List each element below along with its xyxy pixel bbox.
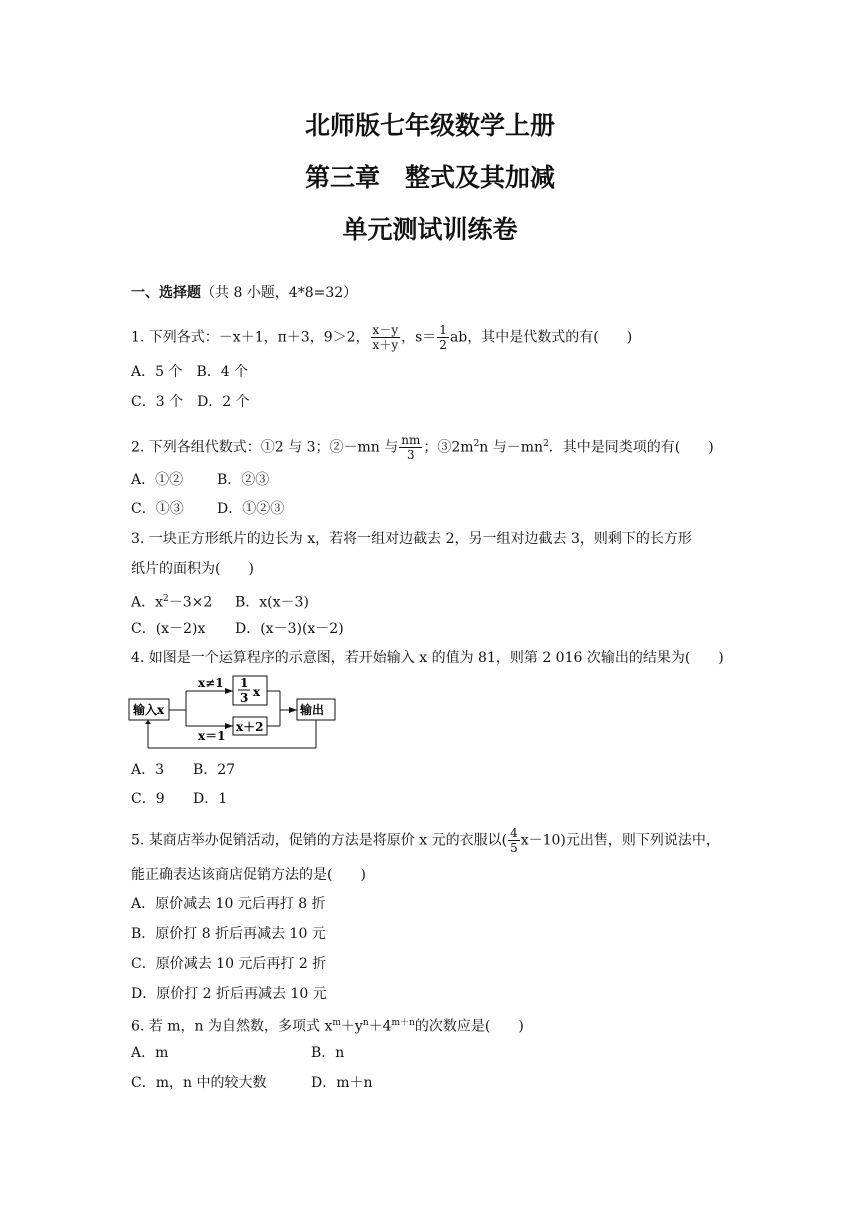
q3-line-1: 3. 一块正方形纸片的边长为 x，若将一组对边截去 2，另一组对边截去 3，则剩下的长方形 <box>131 531 692 547</box>
q4-option-a: A．3 <box>131 762 165 778</box>
q3-opt-a-sup: 2 <box>163 594 169 604</box>
test-title: 单元测试训练卷 <box>342 215 518 244</box>
q5-stem <box>131 826 720 855</box>
q2-option-d: D．①②③ <box>217 501 285 517</box>
q5-option-c: C．原价减去 10 元后再打 2 折 <box>131 956 327 972</box>
q2-options-cd <box>131 499 284 519</box>
q3-option-b: B．x(x－3) <box>235 594 309 611</box>
q1-mid: ，s＝ <box>401 329 437 346</box>
q6-pre: 6. 若 m，n 为自然数，多项式 x <box>131 1018 333 1035</box>
section-note: （共 8 小题，4*8=32） <box>201 285 358 301</box>
q3-options-cd <box>131 619 344 639</box>
q1-f1-num: x－y <box>372 323 399 337</box>
doc-title: 北师版七年级数学上册 <box>304 111 555 140</box>
q1-f2-den: 2 <box>439 338 447 352</box>
q2-post-c: ．其中是同类项的有( ) <box>548 439 714 456</box>
q4-options-cd <box>131 789 227 809</box>
q5-pre: 5. 某商店举办促销活动，促销的方法是将原价 x 元的衣服以( <box>131 832 508 849</box>
q1-post: ab，其中是代数式的有( ) <box>449 329 633 346</box>
q2-stem <box>131 433 714 462</box>
section-heading <box>131 283 357 303</box>
q1-options-cd <box>131 392 250 412</box>
flow-op-bottom: x＋2 <box>236 720 264 734</box>
q2-sup-1: 2 <box>473 438 480 449</box>
q2-post-b: n 与－mn <box>479 439 544 456</box>
q2-post-a: ；③2m <box>423 439 474 456</box>
flow-cond-bottom: x＝1 <box>198 729 226 743</box>
q5-option-b: B．原价打 8 折后再减去 10 元 <box>131 926 326 942</box>
q1-options-ab <box>131 362 248 382</box>
q2-option-a: A．①② <box>131 472 184 488</box>
q5-fraction <box>508 826 520 855</box>
q3-option-c: C．(x－2)x <box>131 621 206 637</box>
q1-option-a: A．5 个 <box>131 364 183 380</box>
flow-output-label: 输出 <box>300 703 325 717</box>
q4-option-d: D．1 <box>193 791 228 807</box>
q2-option-c: C．①③ <box>131 501 184 517</box>
q1-option-b: B．4 个 <box>196 364 249 380</box>
q1-f1-den: x＋y <box>372 338 399 352</box>
q1-fraction-2 <box>437 323 449 352</box>
q1-option-c: C．3 个 <box>131 394 184 410</box>
q5-line-2: 能正确表达该商店促销方法的是( ) <box>131 867 366 883</box>
chapter-title: 第三章 整式及其加减 <box>304 163 555 192</box>
q3-line-2: 纸片的面积为( ) <box>131 561 254 577</box>
q5-f-den: 5 <box>510 841 518 855</box>
q5-post: x－10)元出售，则下列说法中， <box>520 832 720 849</box>
q5-option-a: A．原价减去 10 元后再打 8 折 <box>131 896 326 912</box>
flow-op-top-den: 3 <box>240 691 249 705</box>
q3-option-d: D．(x－3)(x－2) <box>235 621 344 637</box>
q1-stem <box>131 323 632 352</box>
q4-options-ab <box>131 760 235 780</box>
q6-stem <box>131 1013 524 1037</box>
q1-fraction-1 <box>371 323 401 352</box>
q6-option-a: A．m <box>131 1045 169 1061</box>
q6-sup-1: m <box>332 1018 341 1028</box>
flow-op-top-var: x <box>253 685 261 699</box>
flow-op-top-num: 1 <box>240 676 249 690</box>
q6-options-cd <box>131 1073 373 1093</box>
flow-input-label: 输入x <box>133 703 165 717</box>
q3-option-a <box>131 589 235 613</box>
q3-opt-a-post: －3×2 <box>168 594 213 611</box>
q1-f2-num: 1 <box>439 323 447 337</box>
q2-option-b: B．②③ <box>217 472 270 488</box>
q2-f-num: nm <box>401 433 421 447</box>
q6-sup-2: n <box>362 1018 369 1028</box>
q6-sup-3: m＋n <box>391 1018 415 1028</box>
q6-mid-2: ＋4 <box>368 1018 392 1035</box>
q6-options-ab <box>131 1043 344 1063</box>
q2-options-ab <box>131 470 269 490</box>
q6-option-b: B．n <box>311 1045 345 1061</box>
q6-option-c: C．m，n 中的较大数 <box>131 1075 267 1091</box>
q4-option-c: C．9 <box>131 791 165 807</box>
q6-mid-1: ＋y <box>340 1018 363 1035</box>
q2-f-den: 3 <box>407 448 415 462</box>
q2-pre: 2. 下列各组代数式：①2 与 3；②－mn 与 <box>131 439 399 456</box>
section-head: 一、选择题 <box>131 285 201 301</box>
q1-option-d: D．2 个 <box>197 394 250 410</box>
flow-cond-top: x≠1 <box>198 676 224 690</box>
q2-sup-2: 2 <box>543 438 549 449</box>
q6-option-d: D．m＋n <box>311 1075 373 1091</box>
q6-post: 的次数应是( ) <box>414 1018 524 1035</box>
q5-f-num: 4 <box>510 826 518 840</box>
q4-stem: 4. 如图是一个运算程序的示意图，若开始输入 x 的值为 81，则第 2 016 次输出的结果为( ) <box>131 650 724 666</box>
q4-option-b: B．27 <box>193 762 236 778</box>
q2-fraction <box>399 433 422 462</box>
q5-option-d: D．原价打 2 折后再减去 10 元 <box>131 986 327 1002</box>
q3-opt-a-pre: A．x <box>131 594 164 611</box>
q1-pre: 1. 下列各式：－x＋1，π＋3，9＞2， <box>131 329 370 346</box>
q3-options-ab <box>131 589 309 613</box>
flowchart-diagram <box>128 674 338 754</box>
